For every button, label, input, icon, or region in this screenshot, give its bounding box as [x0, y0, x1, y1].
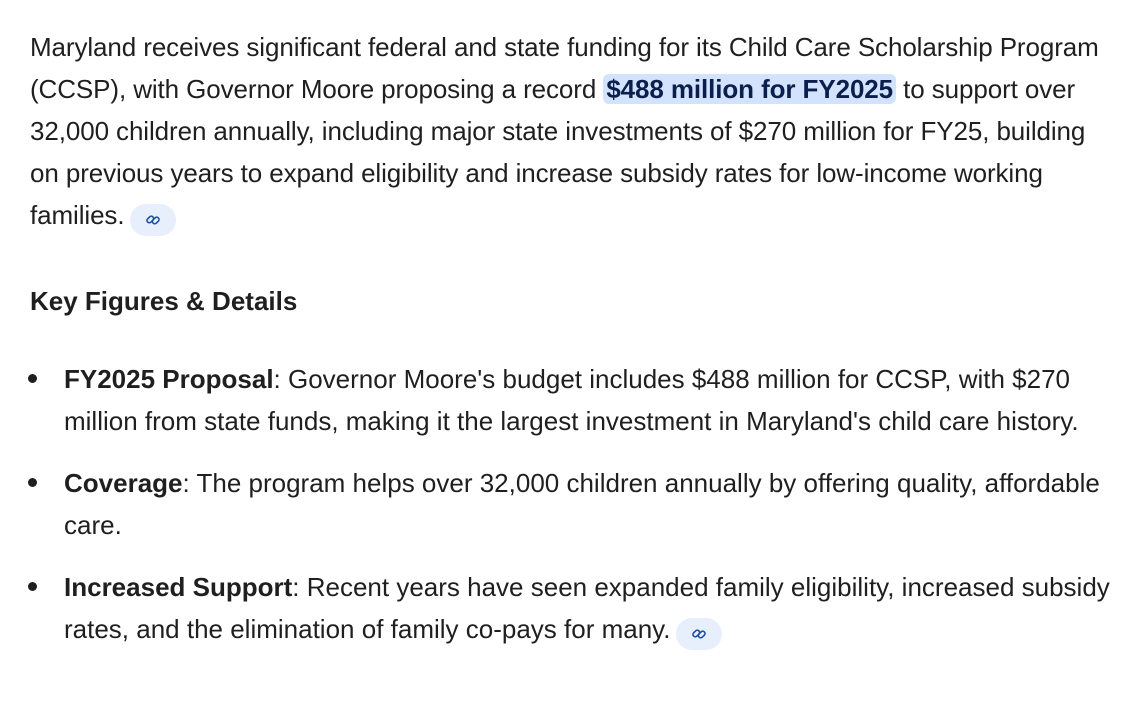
response-content	[30, 26, 1110, 670]
bullet-icon	[28, 374, 37, 383]
bullet-icon	[28, 478, 37, 487]
list-item-text: : The program helps over 32,000 children annually by offering quality, affordable care.	[64, 468, 1100, 540]
citation-chip[interactable]	[676, 618, 722, 650]
list-item-text: : Recent years have seen expanded family eligibility, increased subsidy rates, and the elimination of family co-pays for many.	[64, 572, 1110, 644]
intro-text-before: Maryland receives significant federal and state funding for its Child Care Scholarship Program (CCSP), with Governor Moore proposing a record	[30, 32, 1099, 104]
list-item	[30, 462, 1110, 546]
key-figures-list	[30, 358, 1110, 650]
list-item-text: : Governor Moore's budget includes $488 million for CCSP, with $270 million from state funds, making it the largest investment in Maryland's child care history.	[64, 364, 1079, 436]
list-item	[30, 566, 1110, 650]
section-heading: Key Figures & Details	[30, 286, 298, 316]
citation-chip[interactable]	[130, 204, 176, 236]
intro-text-after: to support over 32,000 children annually, including major state investments of $270 million for FY25, building on previous years to expand eligibility and increase subsidy rates for low-income working families.	[30, 74, 1086, 230]
list-item-term: Increased Support	[64, 572, 293, 602]
intro-paragraph	[30, 26, 1110, 236]
list-item-term: Coverage	[64, 468, 183, 498]
link-icon	[145, 212, 161, 228]
highlighted-figure[interactable]: $488 million for FY2025	[603, 74, 896, 104]
list-item-term: FY2025 Proposal	[64, 364, 274, 394]
list-item	[30, 358, 1110, 442]
link-icon	[691, 626, 707, 642]
bullet-icon	[28, 582, 37, 591]
